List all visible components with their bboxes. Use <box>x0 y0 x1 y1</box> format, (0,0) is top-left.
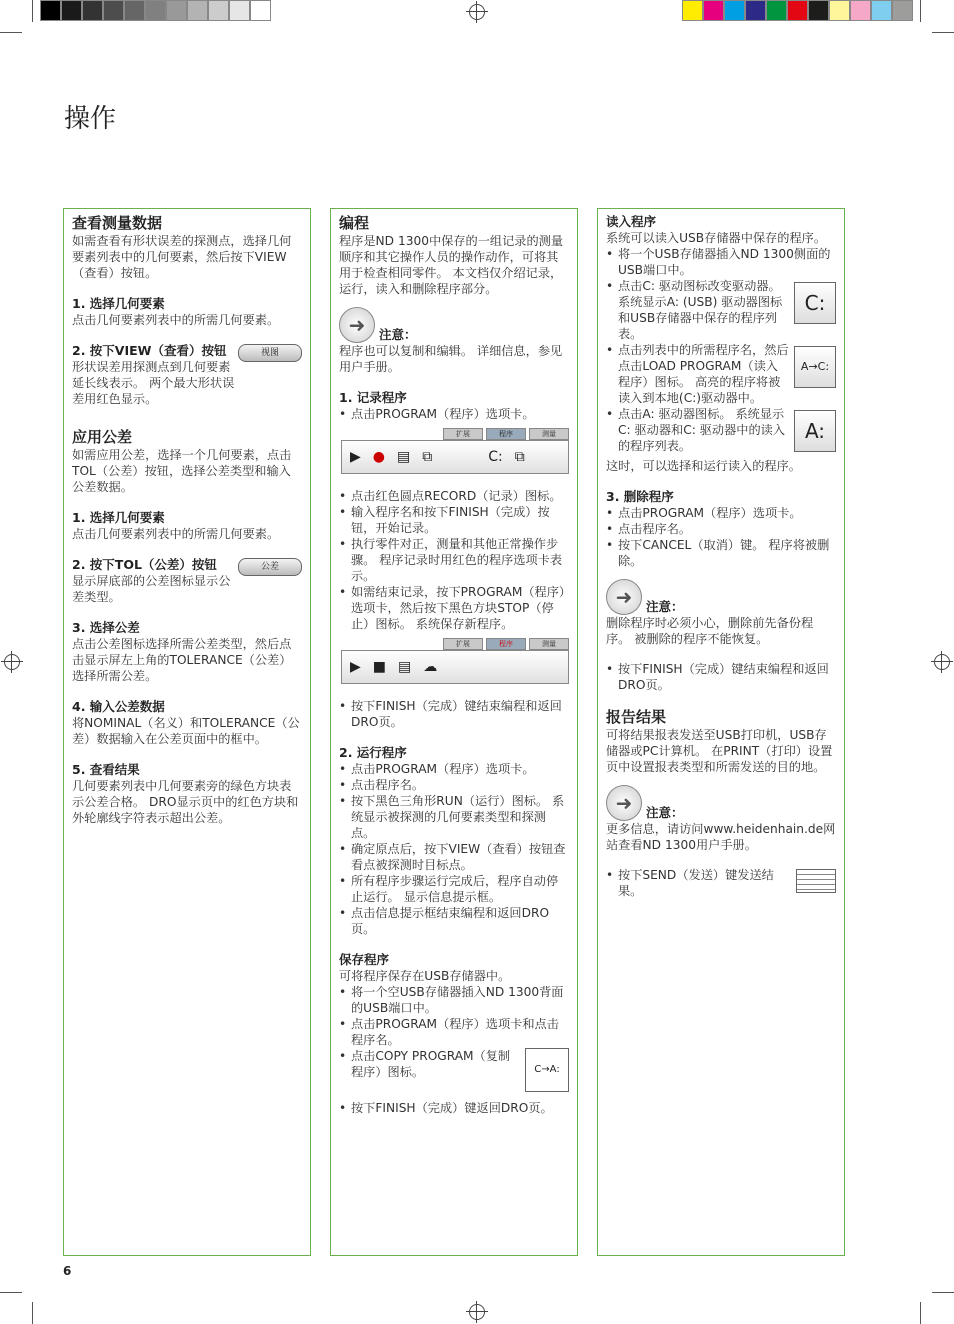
send-icon <box>796 869 836 893</box>
arrow-right-icon: ➜ <box>606 579 642 615</box>
page-title: 操作 <box>64 104 117 134</box>
paragraph: 可将程序保存在USB存储器中。 <box>339 969 511 983</box>
bullet-item: • 点击PROGRAM（程序）选项卡和点击程序名。 <box>339 1016 569 1048</box>
section-title-view-data: 查看测量数据 <box>72 214 163 232</box>
paragraph: 程序是ND 1300中保存的一组记录的测量顺序和其它操作人员的操作动作，可将其用于检查相同零件。 本文档仅介绍记录，运行，读入和删除程序部分。 <box>339 234 564 296</box>
bullet-item: • 按下FINISH（完成）键结束编程和返回DRO页。 <box>339 698 569 730</box>
step-heading: 2. 运行程序 <box>339 745 407 760</box>
note-label: 注意： <box>379 327 417 342</box>
color-registration-bar <box>682 0 913 21</box>
view-button-image: 视图 <box>238 344 302 362</box>
column-programming <box>330 208 578 1256</box>
section-title-programming: 编程 <box>339 214 370 232</box>
note-label: 注意： <box>646 599 684 614</box>
paragraph: 可将结果报表发送至USB打印机，USB存储器或PC计算机。 在PRINT（打印）设置页中设置报表类型和所需发送的目的地。 <box>606 728 833 774</box>
paragraph: 几何要素列表中几何要素旁的绿色方块表示公差合格。 DRO显示页中的红色方块和外轮廓线字符表示超出公差。 <box>72 779 299 825</box>
tab-program: 程序 <box>486 428 526 440</box>
crop-mark <box>920 1302 921 1324</box>
run-icon: ▶ <box>350 659 361 675</box>
bullet-item: • 按下黑色三角形RUN（运行）图标。 系统显示被探测的几何要素类型和探测点。 <box>339 793 569 841</box>
c-drive-icon: C: <box>794 282 836 324</box>
paragraph: 形状误差用探测点到几何要素延长线表示。 两个最大形状误差用红色显示。 <box>72 360 235 406</box>
bullet-item: • 按下SEND（发送）键发送结果。 <box>606 867 790 899</box>
registration-target-icon <box>934 654 950 670</box>
bullet-item: • 如需结束记录，按下PROGRAM（程序）选项卡，然后按下黑色方块STOP（停止）图标。 系统保存新程序。 <box>339 584 569 632</box>
paragraph: 点击几何要素列表中的所需几何要素。 <box>72 313 280 327</box>
crop-mark <box>32 1302 33 1324</box>
step-heading: 1. 记录程序 <box>339 390 407 405</box>
bullet-item: • 将一个空USB存储器插入ND 1300背面的USB端口中。 <box>339 984 569 1016</box>
grayscale-registration-bar <box>40 0 271 21</box>
step-heading: 1. 选择几何要素 <box>72 510 165 525</box>
note <box>606 579 836 615</box>
a-drive-step <box>606 406 836 454</box>
registration-target-icon <box>469 4 485 20</box>
list-icon: ▤ <box>397 449 411 465</box>
bullet-item: • 点击红色圆点RECORD（记录）图标。 <box>339 488 569 504</box>
send-step <box>606 867 836 899</box>
note <box>339 307 569 343</box>
run-icon: ▶ <box>350 449 361 465</box>
paragraph: 如需查看有形状误差的探测点，选择几何要素列表中的几何要素，然后按下VIEW（查看）按钮。 <box>72 234 292 280</box>
paragraph: 点击几何要素列表中的所需几何要素。 <box>72 527 280 541</box>
a-drive-icon: A: <box>794 410 836 452</box>
note-text: 更多信息，请访问www.heidenhain.de网站查看ND 1300用户手册。 <box>606 822 836 852</box>
bullet-item: • 点击信息提示框结束编程和返回DRO页。 <box>339 905 569 937</box>
step-heading: 5. 查看结果 <box>72 762 140 777</box>
bullet-item: • 点击PROGRAM（程序）选项卡。 <box>339 406 569 422</box>
step-heading: 1. 选择几何要素 <box>72 296 165 311</box>
record-toolbar-image <box>339 428 569 478</box>
step-heading: 4. 输入公差数据 <box>72 699 165 714</box>
note-text: 程序也可以复制和编辑。 详细信息，参见用户手册。 <box>339 344 563 374</box>
bullet-item: • 执行零件对正，测量和其他正常操作步骤。 程序记录时用红色的程序选项卡表示。 <box>339 536 569 584</box>
crop-mark <box>920 0 921 22</box>
copy-program-icon: C→A: <box>525 1048 569 1092</box>
bullet-item: • 点击A: 驱动器图标。 系统显示C: 驱动器和C: 驱动器中的读入的程序列表。 <box>606 406 790 454</box>
registration-target-icon <box>4 654 20 670</box>
crop-mark <box>32 0 33 22</box>
bullet-item: • 按下FINISH（完成）键结束编程和返回DRO页。 <box>606 661 836 693</box>
note <box>606 785 836 821</box>
stop-icon: ■ <box>372 659 387 675</box>
tab-program: 程序 <box>486 638 526 650</box>
crop-mark <box>932 32 954 33</box>
bullet-item: • 按下FINISH（完成）键返回DRO页。 <box>339 1100 569 1116</box>
note-label: 注意： <box>646 805 684 820</box>
bullet-item: • 确定原点后，按下VIEW（查看）按钮查看点被探测时目标点。 <box>339 841 569 873</box>
step-heading: 2. 按下TOL（公差）按钮 <box>72 557 217 572</box>
tab-expand: 扩展 <box>443 638 483 650</box>
paragraph: 将NOMINAL（名义）和TOLERANCE（公差）数据输入在公差页面中的框中。 <box>72 716 300 746</box>
record-icon: ● <box>372 449 385 465</box>
registration-target-icon <box>469 1304 485 1320</box>
step-with-button <box>72 556 302 605</box>
bullet-item: • 点击C: 驱动图标改变驱动器。 系统显示A: (USB) 驱动器图标和USB存储器中保存的程序列表。 <box>606 278 790 342</box>
arrow-right-icon: ➜ <box>339 307 375 343</box>
tab-measure: 测量 <box>529 428 569 440</box>
bullet-item: • 点击PROGRAM（程序）选项卡。 <box>606 505 836 521</box>
message-icon: ☁ <box>423 659 438 675</box>
column-view-and-tolerance <box>63 208 311 1256</box>
section-title-tolerance: 应用公差 <box>72 428 133 446</box>
paragraph: 显示屏底部的公差图标显示公差类型。 <box>72 574 231 604</box>
arrow-right-icon: ➜ <box>606 785 642 821</box>
note-text: 删除程序时必须小心，删除前先备份程序。 被删除的程序不能恢复。 <box>606 616 814 646</box>
load-step <box>606 342 836 406</box>
bullet-item: • 点击程序名。 <box>606 521 836 537</box>
section-title-report: 报告结果 <box>606 708 667 726</box>
c-drive-label: C: <box>488 449 503 465</box>
page-number: 6 <box>63 1264 72 1278</box>
bullet-item: • 按下CANCEL（取消）键。 程序将被删除。 <box>606 537 836 569</box>
bullet-item: • 点击COPY PROGRAM（复制程序）图标。 <box>339 1048 511 1080</box>
copy-step <box>339 1048 569 1092</box>
paragraph: 系统可以读入USB存储器中保存的程序。 <box>606 231 827 245</box>
step-heading: 2. 按下VIEW（查看）按钮 <box>72 343 227 358</box>
tab-measure: 测量 <box>529 638 569 650</box>
bullet-item: • 所有程序步骤运行完成后，程序自动停止运行。 显示信息提示框。 <box>339 873 569 905</box>
c-drive-step <box>606 278 836 342</box>
step-heading: 保存程序 <box>339 952 390 967</box>
load-program-icon: ⧉ <box>514 449 525 465</box>
step-heading: 读入程序 <box>606 214 657 229</box>
step-with-button <box>72 342 302 407</box>
column-load-delete-report <box>597 208 845 1256</box>
crop-mark <box>932 1292 954 1293</box>
stop-toolbar-image <box>339 638 569 688</box>
bullet-item: • 点击PROGRAM（程序）选项卡。 <box>339 761 569 777</box>
bullet-item: • 点击列表中的所需程序名，然后点击LOAD PROGRAM（读入程序）图标。 高亮的程序将被读入到本地(C:)驱动器中。 <box>606 342 790 406</box>
crop-mark <box>0 32 22 33</box>
paragraph: 这时，可以选择和运行读入的程序。 <box>606 459 801 473</box>
bullet-item: • 点击程序名。 <box>339 777 569 793</box>
copy-icon: ⧉ <box>422 449 433 465</box>
tol-button-image: 公差 <box>238 558 302 576</box>
bullet-item: • 输入程序名和按下FINISH（完成）按钮，开始记录。 <box>339 504 569 536</box>
bullet-item: • 将一个USB存储器插入ND 1300侧面的USB端口中。 <box>606 246 836 278</box>
paragraph: 点击公差图标选择所需公差类型，然后点击显示屏左上角的TOLERANCE（公差）选择所需公差。 <box>72 637 292 683</box>
step-heading: 3. 删除程序 <box>606 489 674 504</box>
crop-mark <box>0 1292 22 1293</box>
load-program-icon: A→C: <box>794 346 836 388</box>
paragraph: 如需应用公差，选择一个几何要素，点击TOL（公差）按钮，选择公差类型和输入公差数据。 <box>72 448 292 494</box>
tab-expand: 扩展 <box>443 428 483 440</box>
step-heading: 3. 选择公差 <box>72 620 140 635</box>
list-icon: ▤ <box>398 659 412 675</box>
